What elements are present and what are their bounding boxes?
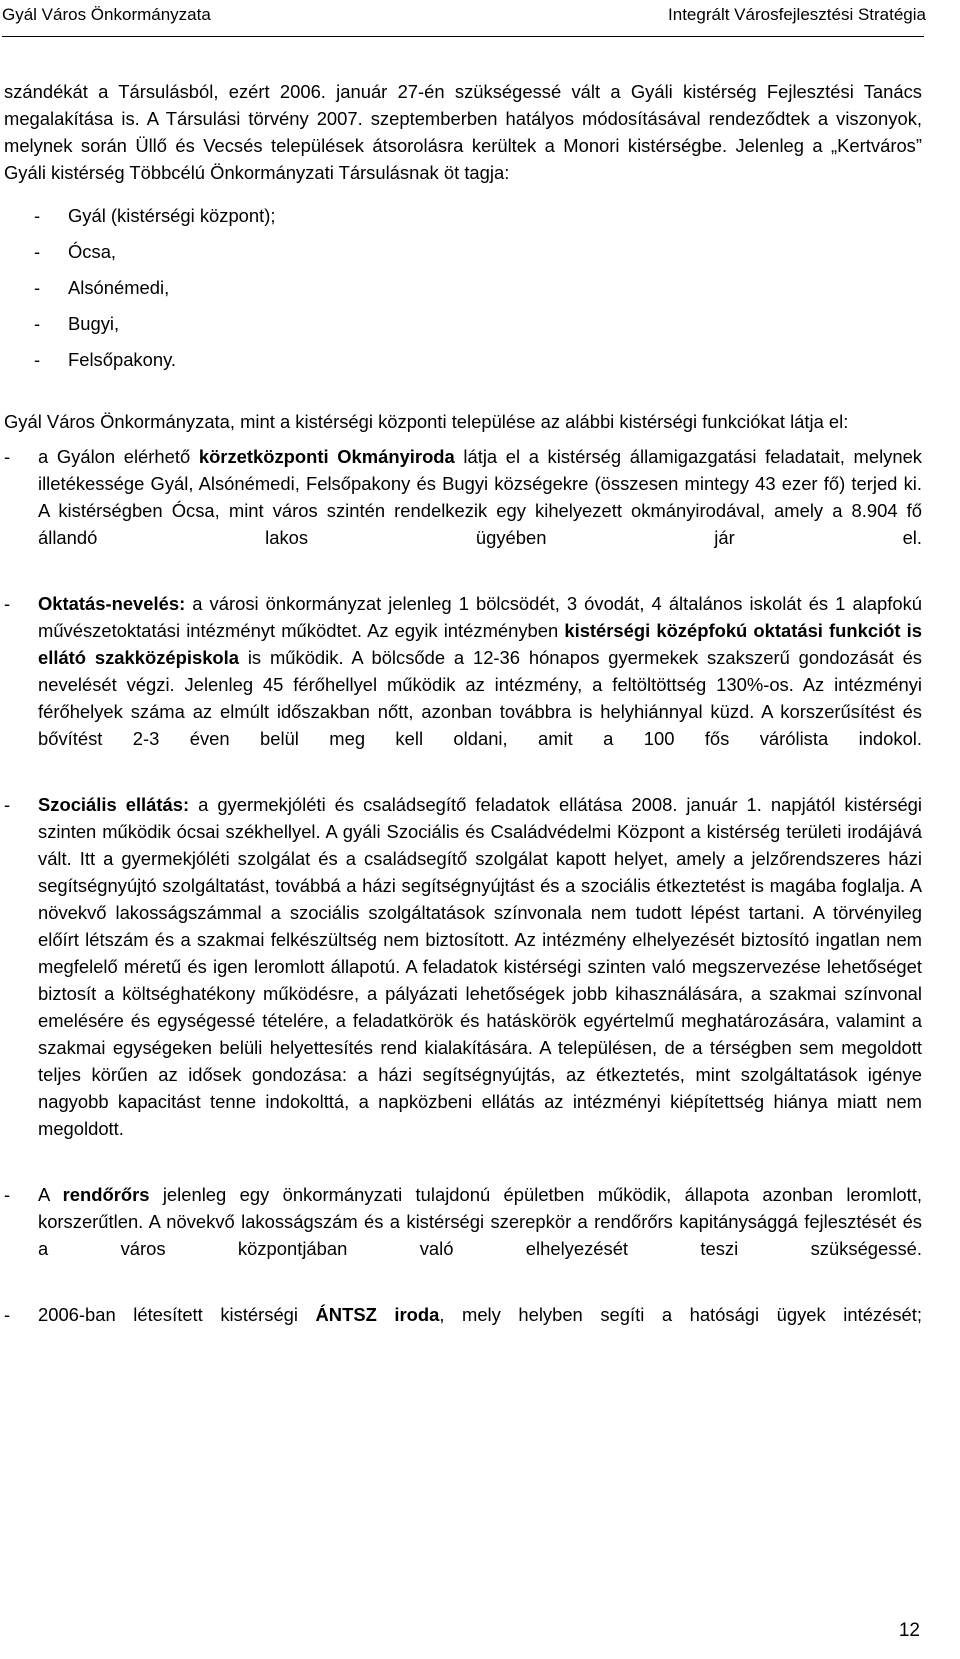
member-list-item: - Alsónémedi,: [4, 270, 922, 306]
page-header: [0, 4, 926, 26]
page-number: 12: [898, 1620, 920, 1641]
header-right-title: Integrált Városfejlesztési Stratégia: [668, 5, 926, 24]
member-name: Alsónémedi,: [68, 277, 170, 298]
member-name: Bugyi,: [68, 313, 120, 334]
rendorors-term: rendőrőrs: [62, 1184, 150, 1205]
member-list-item: - Felsőpakony.: [4, 342, 922, 378]
member-list-item: - Gyál (kistérségi központ);: [4, 198, 922, 234]
functions-lead-paragraph: Gyál Város Önkormányzata, mint a kistérségi központi települése az alábbi kistérségi funkciókat látja el:: [4, 411, 849, 432]
header-divider: [2, 36, 924, 37]
member-name: Gyál (kistérségi központ);: [68, 205, 276, 226]
member-name: Ócsa,: [68, 241, 117, 262]
header-left-title: Gyál Város Önkormányzata: [2, 5, 211, 24]
oktatas-term: Oktatás-nevelés:: [38, 593, 186, 614]
szakkozepiskola-term: kistérségi középfokú oktatási funkciót is ellátó szakközépiskola: [38, 620, 922, 668]
member-name: Felsőpakony.: [68, 349, 177, 370]
function-item-szocialis: - Szociális ellátás: a gyermekjóléti és családsegítő feladatok ellátása 2008. január 1. napjától kistérségi szinten működik ócsai székhellyel. A gyáli Szociális és Családvédelmi Központ a kistérség területi irodájává vált. Itt a gyermekjóléti szolgálat és a családsegítő szolgálat kapott helyet, amely a jelzőrendszeres házi segítségnyújtó szolgáltatást, továbbá a házi segítségnyújtást és a szociális étkeztetést is magába foglalja. A növekvő lakosságszámmal a szociális szolgáltatások színvonala nem tudott lépést tartani. A törvényileg előírt létszám és a szakmai felkészültség nem biztosított. Az intézmény elhelyezését biztosító ingatlan nem megfelelő méretű és igen leromlott állapotú. A feladatok kistérségi szinten való megszervezése lehetőséget biztosít a költséghatékony működésre, a pályázati lehetőségek jobb kihasználására, a szakmai színvonal emelésére és egységessé tételére, a feladatkörök és hatáskörök egyértelmű meghatározására, valamint a szakmai egységeken belüli helyettesítés rend kialakítására. A településen, de a térségben sem megoldott teljes körűen az idősek gondozása: a házi segítségnyújtás, az étkeztetés, mint szolgáltatások igénye nagyobb kapacitást tenne indokolttá, a napközbeni ellátás az intézményi kiépítettség hiánya miatt nem megoldott.: [4, 794, 922, 1139]
function-item-okmanyiroda: - a Gyálon elérhető körzetközponti Okmányiroda látja el a kistérség államigazgatási feladatait, melynek illetékessége Gyál, Alsónémedi, Felsőpakony és Bugyi községekre (összesen mintegy 43 ezer fő) terjed ki. A kistérségben Ócsa, mint város szintén rendelkezik egy kihelyezett okmányirodával, amely a 8.904 fő állandó lakos ügyében jár el.: [4, 446, 922, 548]
okmanyiroda-term: körzetközponti Okmányiroda: [198, 446, 455, 467]
member-list-item: - Ócsa,: [4, 234, 922, 270]
function-item-oktatas: - Oktatás-nevelés: a városi önkormányzat jelenleg 1 bölcsödét, 3 óvodát, 4 általános iskolát és 1 alapfokú művészetoktatási intézményt működtet. Az egyik intézményben kistérségi középfokú oktatási funkciót is ellátó szakközépiskola is működik. A bölcsőde a 12-36 hónapos gyermekek szakszerű gondozását és nevelését végzi. Jelenleg 45 férőhellyel működik az intézmény, a feltöltöttség 130%-os. Az intézményi férőhelyek száma az elmúlt időszakban nőtt, azonban továbbra is helyhiánnyal küzd. A korszerűsítést és bővítést 2-3 éven belül meg kell oldani, amit a 100 fős várólista indokol.: [4, 593, 922, 749]
intro-paragraph: szándékát a Társulásból, ezért 2006. január 27-én szükségessé vált a Gyáli kistérség Fejlesztési Tanács megalakítása is. A Társulási törvény 2007. szeptemberben hatályos módosításával rendeződtek a viszonyok, melynek során Üllő és Vecsés települések átsorolásra kerültek a Monori kistérségbe. Jelenleg a „Kertváros” Gyáli kistérség Többcélú Önkormányzati Társulásnak öt tagja:: [4, 81, 922, 183]
member-list: [4, 198, 922, 378]
antsz-term: ÁNTSZ iroda: [315, 1304, 440, 1325]
document-body: [4, 78, 922, 1367]
function-item-rendorors: - A rendőrőrs jelenleg egy önkormányzati tulajdonú épületben működik, állapota azonban leromlott, korszerűtlen. A növekvő lakosságszám és a kistérségi szerepkör a rendőrőrs kapitánysággá fejlesztését és a város központjában való elhelyezését teszi szükségessé.: [4, 1184, 922, 1259]
member-list-item: - Bugyi,: [4, 306, 922, 342]
function-item-antsz: - 2006-ban létesített kistérségi ÁNTSZ iroda, mely helyben segíti a hatósági ügyek intézését;: [4, 1304, 922, 1325]
szocialis-term: Szociális ellátás:: [38, 794, 190, 815]
